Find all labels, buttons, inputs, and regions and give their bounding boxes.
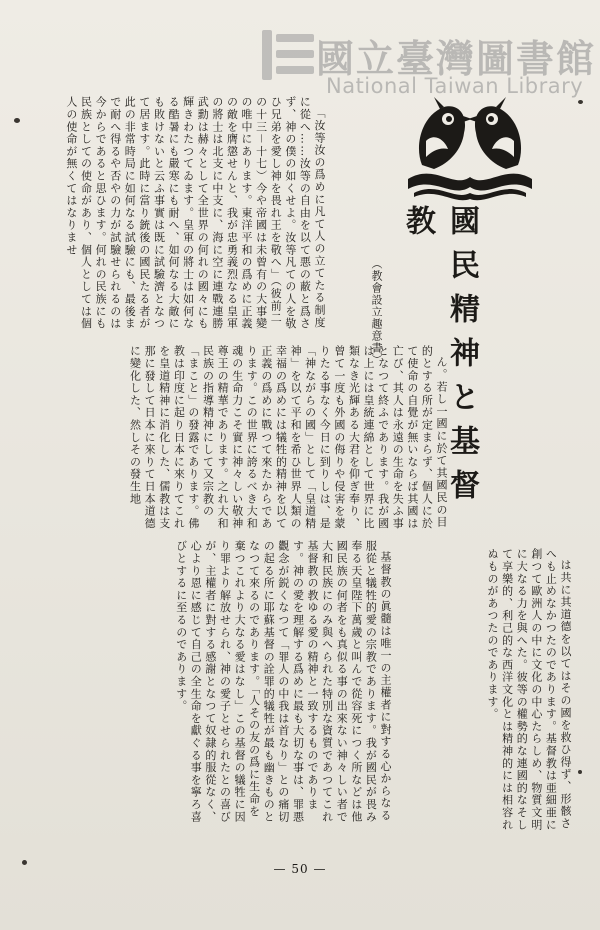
library-logo-icon [262, 28, 322, 84]
ink-smudge [22, 860, 27, 865]
lower-left-paragraph: 基督教の眞髓は唯一の主權者に對する心からなる服從と犠牲的愛の宗教であります。我が國民が畏み奉る天皇陛下萬歲と叫んで從容死につく所などは他國民族の何者をも真似る事の出來ない神々しい者で大和民族にのみ與へられた特別な資質であつてこれ基督教の教ゆる愛の精神と一致するものであります。神の愛を理解する爲めに最も大切な事は、罪悪觀念が鋭くなつて「罪人の中我は首なり」との痛切の起る所に耶蘇基督の詮罪的犠牲が最も幽きものとなつて來るのであります。「人その友の爲に生命を棄つこれより大なる愛はなし」この基督の犠牲に因り罪より解放せられ、神の愛子とせられたとの喜びが、主權者に對する感謝となつて奴隷的服從なく、心より恩に感じて自己の全生命を獻ぐる事を寧ろ喜びとするに至るのであります。 [174, 540, 392, 823]
two-birds-emblem-icon [404, 93, 536, 203]
article-title: 國民精神と基督教 [400, 205, 479, 513]
article-subtitle: （教會設立趣意書） [370, 258, 383, 366]
watermark-name-zh: 國立臺灣圖書館 [316, 37, 597, 81]
page-number: — 50 — [273, 862, 327, 876]
lower-right-paragraph: は共に其道德を以てはその國を救ひ得ず、形骸さへも止めなかつたのであります。基督教は亜細亜に創つて歐洲人の中に文化の中心たらしめ、物質文明に大なる力を與へた。彼等の權勢的な連國的なそして享樂的、利己的な西洋文化とは精神的には相容れぬものがあつたのであります。 [486, 548, 572, 831]
library-watermark [262, 28, 597, 102]
body-column-middle [128, 345, 448, 533]
ink-smudge [578, 770, 582, 774]
body-column-lower-right [440, 548, 572, 832]
ink-smudge [14, 118, 20, 123]
upper-left-paragraph: 「汝等汝の爲めに凡て人の立てたる制度に從へ……汝等の自由を以て悪の蔽と爲さず、神の僕の如くせよ。汝等凡ての人を敬ひ兄弟を愛し神を畏れ王を敬へ」（彼前二の十三－十七）今や帝國は未曾有の大事變の唯中にあります。東洋平和の爲めに正義の敵を膺懲せんと、我が忠勇義烈なる皇軍の將士は北支に中支に、海に空に連戰連勝武勳は赫々として全世界の何れの國々にも輝きわたつてゐます。皇軍の將士は如何なる酷暑にも嚴寒にも耐へ、如何なる大敵にも敗けないと云ふ事實は既に試驗濟となつて居ます。此時に當り銃後の國民たる者が此の非常時局に如何なる試驗にも、最後まで耐へ得るや否やの力が試驗せられるのは今からであると思ひます。何れの民族にも民族としての使命があり、個人としては個人の使命が無くてはなりませ [64, 96, 326, 330]
ink-smudge [578, 100, 583, 104]
middle-paragraph: ん。若し一國に於て其國民の目的とする所が定まらず、個人に於て使命の自覺が無いならば其國は亡び、其人は永遠の生命を失ふ事となつて終ふであります。我が國は上には皇統連綿として世界に比類なき光輝ある大君を仰ぎ奉り、曾て一度も外國の侮りや侵害を蒙りたる事なく今日に到りしは、是「神ながらの國」として「皇道精神」を以て平和を希ひ世界人類の幸福の爲めには犠牲的精神を以て正義の爲めに戰つて來たからであります。この世界に誇るべき大和魂の生命力こそ實に神々しい敬神尊王の精華であります。之れ大和民族の指導精神にして又宗教の「まこと」の發露であります。佛教は印度に起り日本に來りてこれを皇道精神に消化した、儒教は支那に發して日本に來りて日本道德に變化した、然しその發生地 [128, 345, 448, 530]
body-column-upper-left [64, 96, 326, 330]
body-column-lower-left [86, 540, 392, 828]
watermark-name-en: National Taiwan Library [326, 74, 584, 98]
